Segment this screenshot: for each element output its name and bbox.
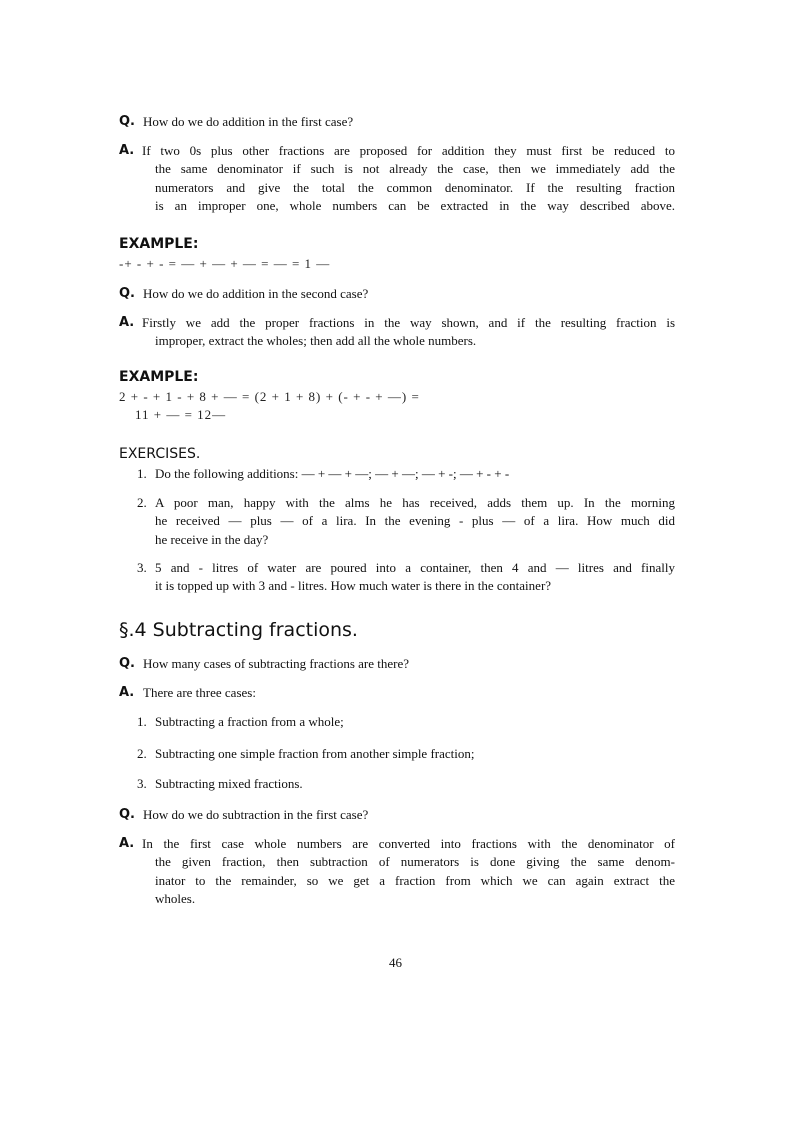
question-label: Q. <box>119 114 135 129</box>
answer-line: If two 0s plus other fractions are proposed for addition they must first be reduced to <box>142 143 675 158</box>
exercise-text: he received — plus — of a lira. In the evening - plus — of a lira. How much did <box>155 513 675 528</box>
answer-label: A. <box>119 685 135 700</box>
example-equation: -+ - + - = — + — + — = — = 1 — <box>119 256 331 271</box>
case-text: Subtracting a fraction from a whole; <box>155 714 344 729</box>
exercise-text: Do the following additions: — + — + —; — + —; — + -; — + - + - <box>155 466 510 481</box>
exercise-number: 1. <box>137 466 147 481</box>
answer-line: wholes. <box>155 891 196 906</box>
answer-line: In the first case whole numbers are converted into fractions with the denominator of <box>142 836 675 851</box>
case-number: 3. <box>137 776 147 791</box>
case-number: 1. <box>137 714 147 729</box>
answer-line: inator to the remainder, so we get a fraction from which we can again extract the <box>155 873 675 888</box>
section-heading: §.4 Subtracting fractions. <box>119 619 358 641</box>
exercises-heading: EXERCISES. <box>119 446 201 462</box>
question-label: Q. <box>119 656 135 671</box>
answer-line: the same denominator if such is not already the case, then we immediately add the <box>155 161 675 176</box>
example-equation: 11 + — = 12— <box>135 407 227 422</box>
example-heading: EXAMPLE: <box>119 236 199 252</box>
question-label: Q. <box>119 286 135 301</box>
exercise-text: he receive in the day? <box>155 532 269 547</box>
question-text: How do we do subtraction in the first case? <box>143 807 369 822</box>
answer-line: Firstly we add the proper fractions in the way shown, and if the resulting fraction is <box>142 315 675 330</box>
answer-line: improper, extract the wholes; then add all the whole numbers. <box>155 333 477 348</box>
answer-line: is an improper one, whole numbers can be extracted in the way described above. <box>155 198 675 213</box>
answer-line: the given fraction, then subtraction of numerators is done giving the same denom- <box>155 854 675 869</box>
exercise-text: A poor man, happy with the alms he has received, adds them up. In the morning <box>155 495 675 510</box>
case-number: 2. <box>137 746 147 761</box>
example-heading: EXAMPLE: <box>119 369 199 385</box>
example-equation: 2 + - + 1 - + 8 + — = (2 + 1 + 8) + (- + - + —) = <box>119 389 420 404</box>
exercise-text: it is topped up with 3 and - litres. How much water is there in the container? <box>155 578 552 593</box>
question-text: How do we do addition in the first case? <box>143 114 354 129</box>
question-label: Q. <box>119 807 135 822</box>
exercise-number: 3. <box>137 560 147 575</box>
answer-text: There are three cases: <box>143 685 256 700</box>
exercise-text: 5 and - litres of water are poured into a container, then 4 and — litres and finally <box>155 560 675 575</box>
page-number: 46 <box>389 955 402 970</box>
question-text: How many cases of subtracting fractions are there? <box>143 656 410 671</box>
case-text: Subtracting one simple fraction from another simple fraction; <box>155 746 475 761</box>
case-text: Subtracting mixed fractions. <box>155 776 303 791</box>
answer-label: A. <box>119 315 135 330</box>
answer-line: numerators and give the total the common denominator. If the resulting fraction <box>155 180 675 195</box>
answer-label: A. <box>119 143 135 158</box>
exercise-number: 2. <box>137 495 147 510</box>
question-text: How do we do addition in the second case? <box>143 286 369 301</box>
answer-label: A. <box>119 836 135 851</box>
